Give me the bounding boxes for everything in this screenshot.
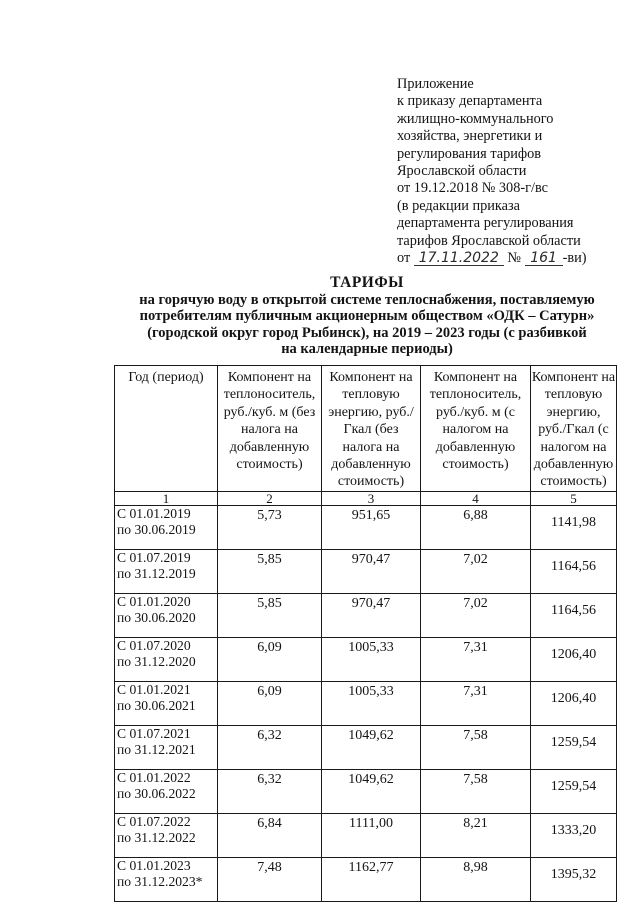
period-to: по 30.06.2021 [117, 698, 196, 714]
coolant-vat-cell: 8,98 [421, 857, 531, 901]
appendix-line: хозяйства, энергетики и [397, 128, 543, 145]
period-cell [115, 681, 218, 725]
period-cell [115, 505, 218, 549]
handwritten-number: 161 [525, 251, 563, 266]
heading-line: потребителям публичным акционерным обществом «ОДК – Сатурн» [139, 308, 595, 325]
period-cell [115, 549, 218, 593]
period-to: по 31.12.2022 [117, 830, 196, 846]
heat-no-vat-cell: 970,47 [322, 593, 421, 637]
column-header-heat-no-vat: Компонент на тепловую энергию, руб./Гкал (без налога на добавленную стоимость) [322, 366, 421, 492]
appendix-line: к приказу департамента [397, 93, 543, 110]
appendix-block [397, 76, 633, 267]
heat-vat-cell: 1206,40 [531, 637, 617, 681]
amendment-line [397, 250, 633, 267]
document-heading [120, 275, 614, 358]
heat-vat-cell: 1206,40 [531, 681, 617, 725]
column-number: 2 [218, 491, 322, 505]
period-to: по 31.12.2020 [117, 654, 196, 670]
appendix-line: регулирования тарифов [397, 145, 542, 162]
table-header-row [115, 366, 617, 492]
heat-vat-cell: 1164,56 [531, 593, 617, 637]
heat-vat-cell: 1141,98 [531, 505, 617, 549]
coolant-no-vat-cell: 5,85 [218, 593, 322, 637]
heat-no-vat-cell: 951,65 [322, 505, 421, 549]
period-from: С 01.01.2019 [117, 505, 191, 521]
period-from: С 01.07.2019 [117, 549, 191, 565]
number-sign: № [507, 250, 522, 267]
table-row [115, 593, 617, 637]
appendix-line: Приложение [397, 76, 474, 92]
coolant-no-vat-cell: 5,85 [218, 549, 322, 593]
heat-no-vat-cell: 1049,62 [322, 725, 421, 769]
table-row [115, 681, 617, 725]
period-from: С 01.07.2021 [117, 725, 191, 741]
column-number: 4 [421, 491, 531, 505]
table-row [115, 549, 617, 593]
coolant-no-vat-cell: 5,73 [218, 505, 322, 549]
period-cell [115, 857, 218, 901]
heading-line: на календарные периоды) [281, 341, 453, 358]
coolant-vat-cell: 7,02 [421, 593, 531, 637]
heading-line: (городской округ город Рыбинск), на 2019 – 2023 годы (с разбивкой [147, 324, 587, 341]
coolant-no-vat-cell: 6,84 [218, 813, 322, 857]
period-from: С 01.07.2022 [117, 813, 191, 829]
heat-vat-cell: 1333,20 [531, 813, 617, 857]
table-row [115, 857, 617, 901]
period-to: по 30.06.2022 [117, 786, 196, 802]
coolant-no-vat-cell: 6,09 [218, 681, 322, 725]
heat-vat-cell: 1395,32 [531, 857, 617, 901]
appendix-line: от 19.12.2018 № 308-г/вс [397, 180, 548, 197]
heat-no-vat-cell: 1111,00 [322, 813, 421, 857]
heat-no-vat-cell: 1162,77 [322, 857, 421, 901]
column-number: 1 [115, 491, 218, 505]
amendment-suffix: -ви) [562, 250, 587, 267]
coolant-vat-cell: 7,58 [421, 725, 531, 769]
coolant-vat-cell: 7,31 [421, 637, 531, 681]
table-row [115, 813, 617, 857]
appendix-line: Ярославской области [397, 163, 527, 180]
column-header-coolant-vat: Компонент на теплоноситель, руб./куб. м (с налогом на добавленную стоимость) [421, 366, 531, 492]
heading-line: на горячую воду в открытой системе теплоснабжения, поставляемую [139, 291, 595, 308]
coolant-vat-cell: 7,58 [421, 769, 531, 813]
column-number: 5 [531, 491, 617, 505]
handwritten-date: 17.11.2022 [414, 251, 504, 266]
period-to: по 31.12.2019 [117, 566, 196, 582]
column-header-period: Год (период) [115, 366, 218, 492]
appendix-line: департамента регулирования [397, 215, 574, 232]
heat-no-vat-cell: 1005,33 [322, 681, 421, 725]
appendix-line: жилищно-коммунального [397, 110, 554, 127]
coolant-no-vat-cell: 6,32 [218, 769, 322, 813]
coolant-no-vat-cell: 6,09 [218, 637, 322, 681]
table-row [115, 769, 617, 813]
document-title: ТАРИФЫ [330, 274, 404, 291]
heat-vat-cell: 1259,54 [531, 769, 617, 813]
coolant-vat-cell: 6,88 [421, 505, 531, 549]
appendix-line: тарифов Ярославской области [397, 232, 581, 249]
amendment-prefix: от [397, 250, 411, 267]
column-number-row [115, 491, 617, 505]
period-from: С 01.01.2022 [117, 769, 191, 785]
column-number: 3 [322, 491, 421, 505]
column-header-heat-vat: Компонент на тепловую энергию, руб./Гкал (с налогом на добавленную стоимость) [531, 366, 617, 492]
heat-no-vat-cell: 1005,33 [322, 637, 421, 681]
coolant-vat-cell: 8,21 [421, 813, 531, 857]
table-row [115, 505, 617, 549]
tariffs-table [114, 365, 617, 902]
period-from: С 01.07.2020 [117, 637, 191, 653]
coolant-vat-cell: 7,02 [421, 549, 531, 593]
heat-no-vat-cell: 970,47 [322, 549, 421, 593]
period-to: по 31.12.2023* [117, 874, 203, 890]
appendix-line: (в редакции приказа [397, 197, 521, 214]
table-row [115, 725, 617, 769]
period-from: С 01.01.2020 [117, 593, 191, 609]
coolant-vat-cell: 7,31 [421, 681, 531, 725]
column-header-coolant-no-vat: Компонент на теплоноситель, руб./куб. м (без налога на добавленную стоимость) [218, 366, 322, 492]
period-to: по 31.12.2021 [117, 742, 196, 758]
coolant-no-vat-cell: 6,32 [218, 725, 322, 769]
table-row [115, 637, 617, 681]
period-cell [115, 593, 218, 637]
heat-vat-cell: 1164,56 [531, 549, 617, 593]
coolant-no-vat-cell: 7,48 [218, 857, 322, 901]
period-cell [115, 813, 218, 857]
period-from: С 01.01.2023 [117, 857, 191, 873]
heat-vat-cell: 1259,54 [531, 725, 617, 769]
period-cell [115, 637, 218, 681]
period-cell [115, 769, 218, 813]
heat-no-vat-cell: 1049,62 [322, 769, 421, 813]
period-to: по 30.06.2020 [117, 610, 196, 626]
period-to: по 30.06.2019 [117, 522, 196, 538]
period-cell [115, 725, 218, 769]
period-from: С 01.01.2021 [117, 681, 191, 697]
